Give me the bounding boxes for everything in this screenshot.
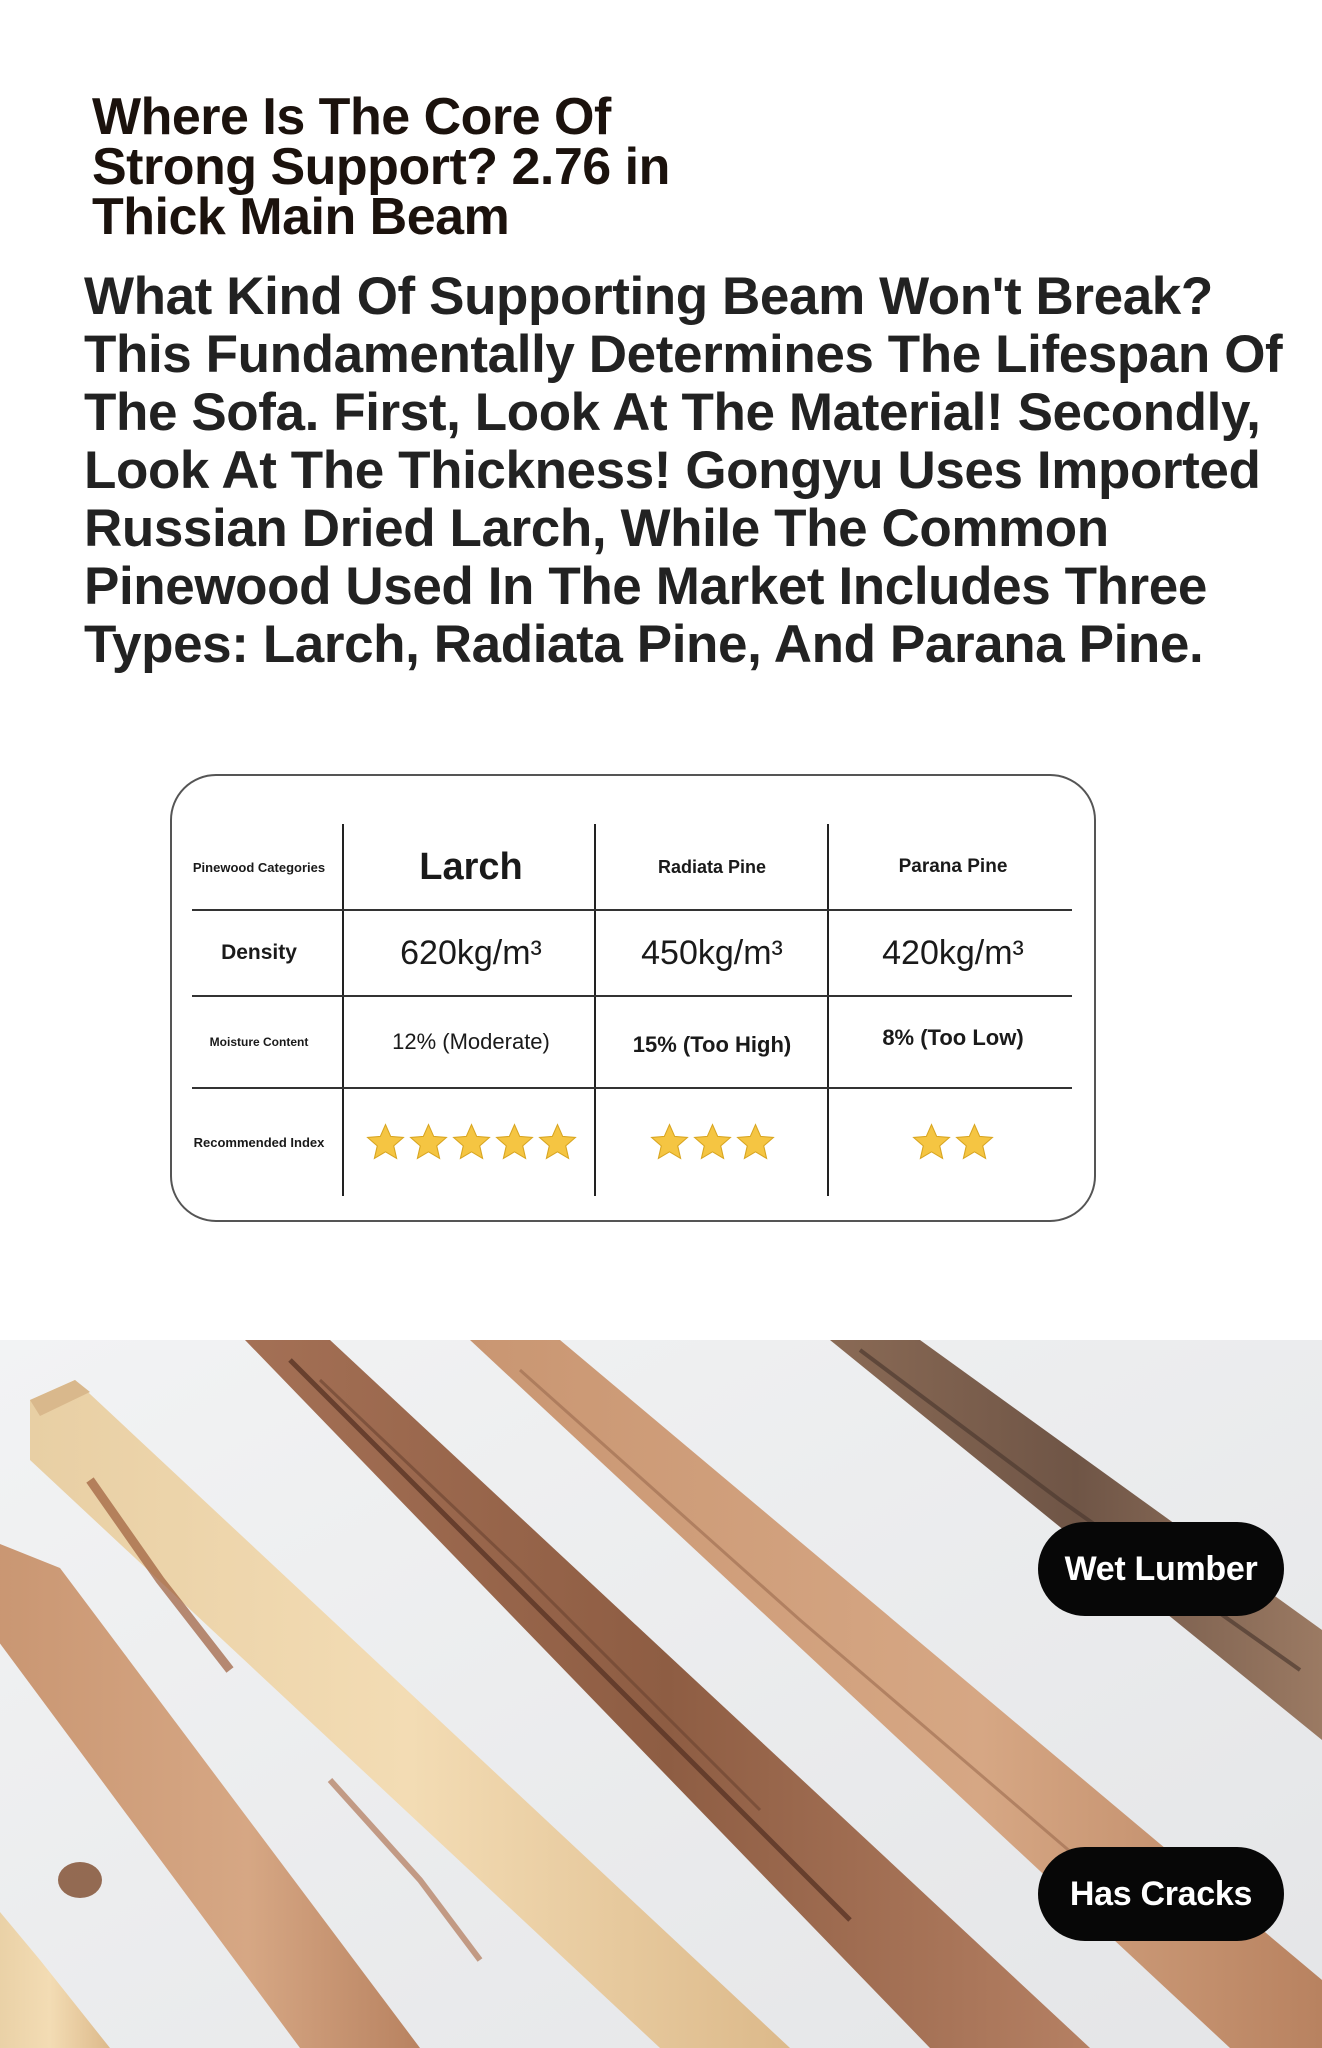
- moisture-larch: 12% (Moderate): [392, 1029, 550, 1054]
- star-icon: [734, 1121, 777, 1164]
- star-icon: [691, 1121, 734, 1164]
- column-larch: Larch: [419, 845, 523, 888]
- rating-larch: [346, 1088, 596, 1196]
- lumber-illustration: [0, 1340, 1322, 2048]
- star-icon: [407, 1121, 450, 1164]
- column-radiata-pine: Radiata Pine: [657, 856, 767, 877]
- wet-lumber-label: Wet Lumber: [1038, 1522, 1284, 1616]
- column-parana-pine: Parana Pine: [898, 856, 1008, 877]
- star-icon: [450, 1121, 493, 1164]
- header-label: Pinewood Categories: [192, 859, 326, 875]
- comparison-table: [170, 774, 1096, 1222]
- star-icon: [493, 1121, 536, 1164]
- rating-radiata: [596, 1088, 828, 1196]
- row-label-density: Density: [221, 941, 297, 964]
- moisture-parana: 8% (Too Low): [882, 1025, 1024, 1050]
- has-cracks-label: Has Cracks: [1038, 1847, 1284, 1941]
- star-icon: [910, 1121, 953, 1164]
- star-icon: [536, 1121, 579, 1164]
- density-radiata: 450kg/m³: [641, 933, 783, 972]
- star-icon: [364, 1121, 407, 1164]
- rating-parana: [828, 1088, 1078, 1196]
- page-heading: Where Is The Core Of Strong Support? 2.76 in Thick Main Beam: [92, 88, 670, 246]
- density-parana: 420kg/m³: [882, 933, 1024, 972]
- row-label-moisture: Moisture Content: [209, 1035, 309, 1049]
- star-icon: [648, 1121, 691, 1164]
- moisture-radiata: 15% (Too High): [632, 1032, 792, 1057]
- row-label-recommended: Recommended Index: [193, 1134, 325, 1150]
- lumber-photo: [0, 1340, 1322, 2048]
- intro-paragraph: What Kind Of Supporting Beam Won't Break? This Fundamentally Determines The Lifespan Of The Sofa. First, Look At The Material! Secondly, Look At The Thickness! Gongyu Uses Imported Russian Dried Larch, While The Common Pinewood Used In The Market Includes Three Types: Larch, Radiata Pine, And Parana Pine.: [84, 267, 1283, 674]
- star-icon: [953, 1121, 996, 1164]
- density-larch: 620kg/m³: [400, 933, 542, 972]
